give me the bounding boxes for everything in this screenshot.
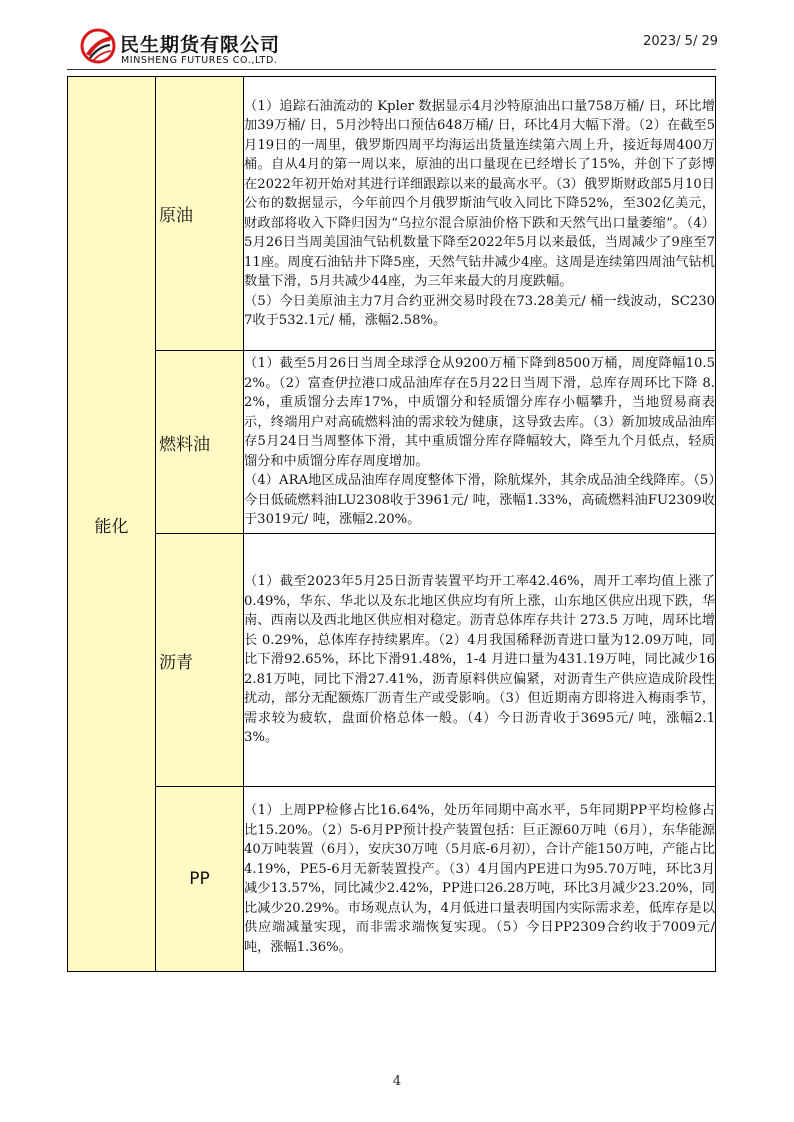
page-number: 4 [392, 1074, 402, 1089]
company-name-cn: 民生期货有限公司 [120, 34, 281, 56]
product-cell: 沥青 [156, 534, 244, 787]
table-row [68, 787, 716, 972]
table-row [68, 77, 716, 351]
paragraph: （4）ARA地区成品油库存周度整体下滑，除航煤外，其余成品油全线降库。（5）今日低硫燃料油LU2308收于3961元/ 吨，涨幅1.33%，高硫燃料油FU2309收于3019元/ 吨，涨幅2.20%。 [244, 473, 715, 528]
product-cell: 燃料油 [156, 351, 244, 534]
paragraph: （1）上周PP检修占比16.64%，处历年同期中高水平，5年同期PP平均检修占比15.20%。（2）5-6月PP预计投产装置包括：巨正源60万吨（6月），东华能源40万吨装置（6月），安庆30万吨（5月底-6月初），合计产能150万吨，产能占比4.19%，PE5-6月无新装置投产。（3）4月国内PE进口为95.70万吨，环比3月减少13.57%，同比减少2.42%，PP进口26.28万吨，环比3月减少23.20%，同比减少20.29%。市场观点认为，4月低进口量表明国内实际需求差，低库存是以供应端减量实现，而非需求端恢复实现。（5）今日PP2309合约收于7009元/ 吨，涨幅1.36%。 [244, 803, 715, 955]
report-date: 2023/ 5/ 29 [643, 34, 718, 49]
category-cell: 能化 [68, 77, 156, 972]
product-cell: 原油 [156, 77, 244, 351]
commentary-cell [244, 787, 716, 972]
paragraph: （1）追踪石油流动的 Kpler 数据显示4月沙特原油出口量758万桶/ 日，环比增加39万桶/ 日，5月沙特出口预估648万桶/ 日，环比4月大幅下滑。（2）在截至5月19日的一周里，俄罗斯四周平均海运出货量连续第六周上升，接近每周400万桶。自从4月的第一周以来，原油的出口量现在已经增长了15%，并创下了彭博在2022年初开始对其进行详细跟踪以来的最高水平。（3）俄罗斯财政部5月10日公布的数据显示，今年前四个月俄罗斯油气收入同比下降52%，至302亿美元，财政部将收入下降归因为“乌拉尔混合原油价格下跌和天然气出口量萎缩”。（4）5月26日当周美国油气钻机数量下降至2022年5月以来最低，当周减少了9座至711座。周度石油钻井下降5座，天然气钻井减少4座。这周是连续第四周油气钻机数量下滑，5月共减少44座，为三年来最大的月度跌幅。 [244, 98, 715, 289]
company-name-en: MINSHENG FUTURES CO.,LTD. [121, 55, 278, 66]
page-header [0, 0, 794, 72]
paragraph: （5）今日美原油主力7月合约亚洲交易时段在73.28美元/ 桶一线波动，SC2307收于532.1元/ 桶，涨幅2.58%。 [244, 293, 715, 328]
table-row [68, 534, 716, 787]
product-cell: PP [156, 787, 244, 972]
paragraph: （1）截至2023年5月25日沥青装置平均开工率42.46%，周开工率均值上涨了 0.49%，华东、华北以及东北地区供应均有所上涨，山东地区供应出现下跌，华南、西南以及西北地区供应相对稳定。沥青总体库存共计 273.5 万吨，周环比增长 0.29%，总体库存持续累库。（2）4月我国稀释沥青进口量为12.09万吨，同比下滑92.65%，环比下滑91.48%，1-4 月进口量为431.19万吨，同比减少162.81万吨，同比下滑27.41%，沥青原料供应偏紧，对沥青生产供应造成阶段性扰动，部分无配额炼厂沥青生产或受影响。（3）但近期南方即将进入梅雨季节，需求较为疲软，盘面价格总体一般。（4）今日沥青收于3695元/ 吨，涨幅2.13%。 [244, 574, 715, 746]
commentary-cell [244, 351, 716, 534]
commodity-table [67, 76, 716, 972]
paragraph: （1）截至5月26日当周全球浮仓从9200万桶下降到8500万桶，周度降幅10.52%。（2）富查伊拉港口成品油库存在5月22日当周下滑，总库存周环比下降 8.2%，重质馏分去库17%，中质馏分和轻质馏分库存小幅攀升，当地贸易商表示，终端用户对高硫燃料油的需求较为健康，这导致去库。（3）新加坡成品油库存5月24日当周整体下滑，其中重质馏分库存降幅较大，降至九个月低点，轻质馏分和中质馏分库存周度增加。 [244, 356, 715, 469]
commentary-cell [244, 534, 716, 787]
minsheng-logo-icon [80, 28, 116, 64]
commentary-cell [244, 77, 716, 351]
header-divider [67, 69, 716, 70]
table-row [68, 351, 716, 534]
